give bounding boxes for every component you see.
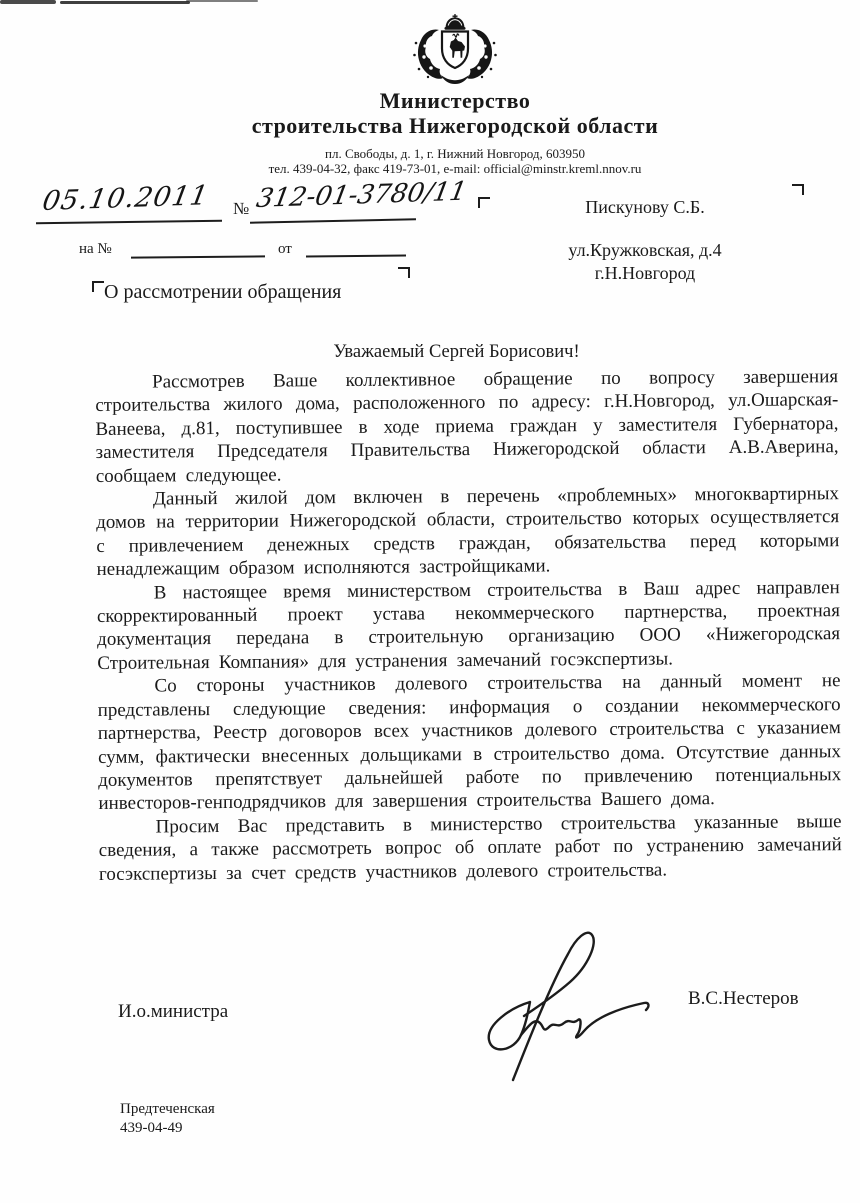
- number-sign-label: №: [233, 199, 250, 218]
- recipient-address-city: г.Н.Новгород: [594, 263, 696, 283]
- nizhny-novgorod-coat-of-arms-icon: [405, 13, 505, 100]
- number-underline: [250, 218, 416, 223]
- salutation: Уважаемый Сергей Борисович!: [333, 342, 580, 362]
- body-paragraph: Просим Вас представить в министерство строительства указанные выше сведения, а также рассмотреть вопрос об оплате работ по устранению замечаний госэкспертизы за счет средств участников долевого строительства.: [98, 810, 842, 885]
- date-underline: [36, 220, 222, 225]
- letter-body: [95, 365, 842, 886]
- letter-date-handwritten: 05.10.2011: [40, 180, 212, 217]
- org-contacts: тел. 439-04-32, факс 419-73-01, e-mail: official@minstr.kreml.nnov.ru: [268, 161, 642, 176]
- corner-mark-subject-close: [398, 267, 410, 278]
- corner-mark-subject-open: [92, 281, 104, 292]
- signer-position-title: И.о.министра: [118, 1001, 229, 1022]
- body-paragraph: Со стороны участников долевого строительства на данный момент не представлены следующие сведения: информация о создании некоммерческого партнерства, Реестр договоров всех участников долевого строительства с указанием сумм, фактически внесенных дольщиками в строительство дома. Отсутствие данных документов препятствует дальнейшей работе по привлечению потенциальных инвесторов-генподрядчиков для завершения строительства Вашего дома.: [97, 670, 842, 815]
- recipient-name: Пискунову С.Б.: [585, 197, 705, 217]
- executor-name: Предтеченская: [120, 1101, 215, 1117]
- letter-subject: О рассмотрении обращения: [104, 281, 342, 303]
- reply-from-label: от: [278, 241, 292, 257]
- org-name-line1: Министерство: [379, 88, 531, 113]
- handwritten-signature-icon: [478, 924, 656, 1091]
- reply-to-label: на №: [79, 241, 112, 257]
- scan-smudge: [60, 1, 190, 4]
- executor-block: [120, 1100, 215, 1138]
- reply-date-blank: [306, 254, 406, 257]
- executor-phone: 439-04-49: [120, 1120, 183, 1136]
- signer-name: В.С.Нестеров: [688, 988, 799, 1009]
- corner-mark-recipient-close: [792, 184, 804, 195]
- body-paragraph: Рассмотрев Ваше коллективное обращение по вопросу завершения строительства жилого дома, расположенного по адресу: г.Н.Новгород, ул.Ошарская-Ванеева, д.81, поступившее в ходе приема граждан у заместителя Губернатора, заместителя Председателя Правительства Нижегородской области А.В.Аверина, сообщаем следующее.: [95, 366, 839, 487]
- scan-smudge: [0, 0, 56, 4]
- org-name-line2: строительства Нижегородской области: [251, 113, 659, 138]
- body-paragraph: Данный жилой дом включен в перечень «проблемных» многоквартирных домов на территории Нижегородской области, строительство которых осуществляется с привлечением денежных средств граждан, обязательства перед которыми ненадлежащим образом исполняются застройщиками.: [96, 483, 840, 581]
- scan-smudge: [186, 0, 258, 2]
- reply-number-blank: [131, 255, 265, 258]
- recipient-address-street: ул.Кружковская, д.4: [568, 240, 722, 260]
- org-address: пл. Свободы, д. 1, г. Нижний Новгород, 603950: [325, 146, 585, 161]
- body-paragraph: В настоящее время министерством строительства в Ваш адрес направлен скорректированный проект устава некоммерческого партнерства, проектная документация передана в строительную организацию ООО «Нижегородская Строительная Компания» для устранения замечаний госэкспертизы.: [96, 576, 841, 674]
- letter-number-handwritten: 312-01-3780/11: [254, 176, 470, 214]
- corner-mark-recipient-open: [478, 197, 490, 208]
